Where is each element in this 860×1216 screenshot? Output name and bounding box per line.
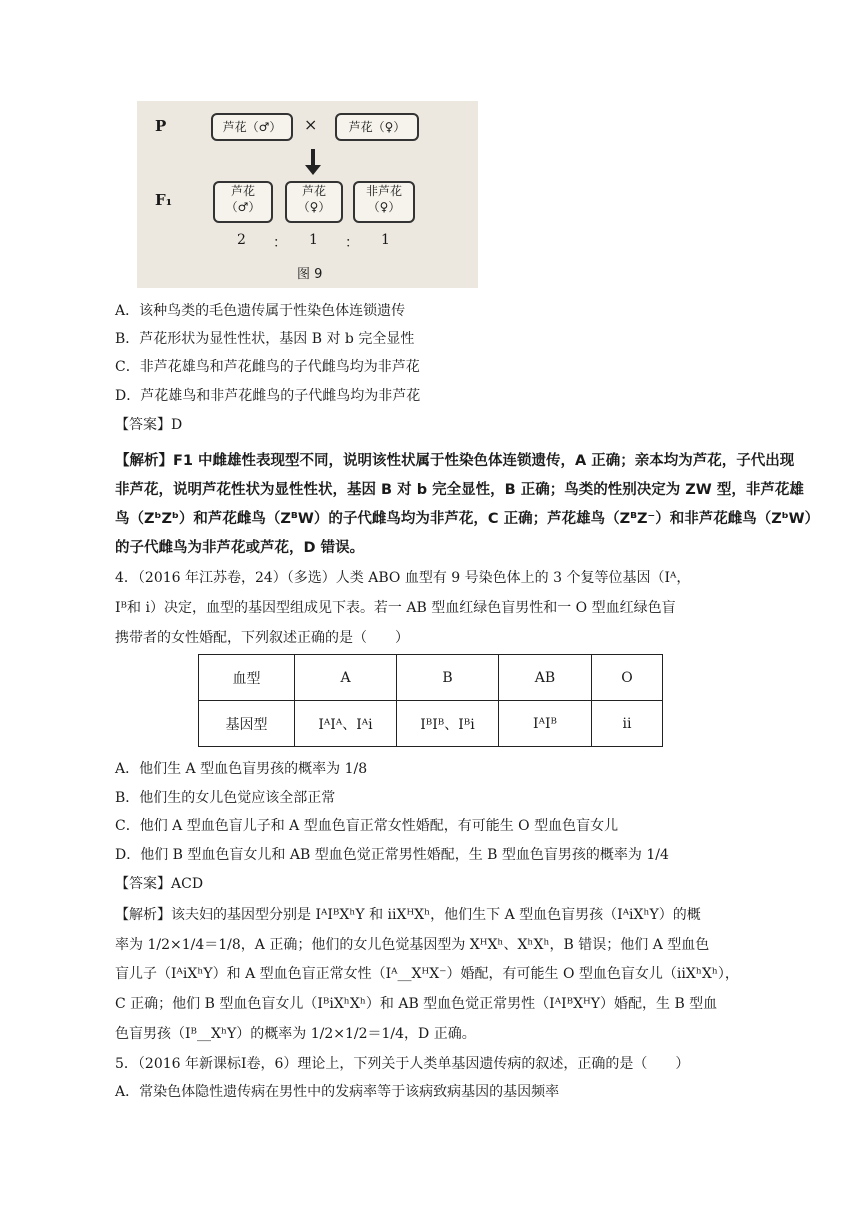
- q3-option-c: C．非芦花雄鸟和芦花雌鸟的子代雌鸟均为非芦花: [115, 359, 420, 375]
- cross-symbol: ×: [304, 115, 318, 134]
- f1-generation-label: F₁: [155, 191, 173, 209]
- table-cell: ii: [592, 701, 663, 747]
- q5-stem: 5．（2016 年新课标Ⅰ卷，6）理论上，下列关于人类单基因遗传病的叙述，正确的是（ ）: [115, 1056, 690, 1072]
- q4-option-c: C．他们 A 型血色盲儿子和 A 型血色盲正常女性婚配，有可能生 O 型血色盲女儿: [115, 818, 619, 834]
- parent-male-box: 芦花（♂）: [211, 113, 293, 141]
- ratio-value: 2: [237, 232, 246, 248]
- q4-option-a: A．他们生 A 型血色盲男孩的概率为 1/8: [115, 761, 368, 777]
- q4-analysis-line: 色盲男孩（Iᴮ__XʰY）的概率为 1/2×1/2＝1/4，D 正确。: [115, 1026, 476, 1042]
- f1-box-sex: （♀）: [297, 200, 331, 214]
- f1-box-male-barred: [213, 181, 273, 223]
- f1-box-name: 非芦花: [365, 184, 402, 198]
- f1-box-sex: （♂）: [225, 200, 261, 214]
- q3-option-d: D．芦花雄鸟和非芦花雌鸟的子代雌鸟均为非芦花: [115, 388, 421, 404]
- f1-box-female-nonbarred: [353, 181, 415, 223]
- table-row: [199, 655, 663, 701]
- q4-stem-line: Iᴮ和 i）决定，血型的基因型组成见下表。若一 AB 型血红绿色盲男性和一 O 型血红绿色盲: [115, 600, 676, 616]
- q4-analysis-line: C 正确；他们 B 型血色盲女儿（IᴮiXʰXʰ）和 AB 型血色觉正常男性（IᴬIᴮXᴴY）婚配，生 B 型血: [115, 996, 718, 1012]
- ratio-value: 1: [309, 232, 318, 248]
- figure-9-cross-diagram: [137, 101, 478, 288]
- ratio-value: 1: [381, 232, 390, 248]
- f1-box-female-barred: [285, 181, 343, 223]
- f1-box-name: 芦花: [230, 184, 255, 198]
- table-cell: O: [592, 655, 663, 701]
- q4-analysis-line: 率为 1/2×1/4＝1/8，A 正确；他们的女儿色觉基因型为 XᴴXʰ、XʰXʰ，B 错误；他们 A 型血色: [115, 937, 710, 953]
- table-cell: 血型: [199, 655, 295, 701]
- q3-answer: 【答案】D: [115, 417, 183, 433]
- f1-box-name: 芦花: [301, 184, 326, 198]
- table-row: [199, 701, 663, 747]
- table-cell: A: [295, 655, 397, 701]
- q3-analysis-line: 的子代雌鸟为非芦花或芦花，D 错误。: [115, 540, 365, 556]
- q5-option-a: A．常染色体隐性遗传病在男性中的发病率等于该病致病基因的基因频率: [115, 1084, 560, 1100]
- arrowhead-icon: [305, 165, 321, 175]
- q3-analysis-line: 【解析】F1 中雌雄性表现型不同，说明该性状属于性染色体连锁遗传，A 正确；亲本均为芦花，子代出现: [115, 453, 795, 469]
- q4-stem-line: 4．（2016 年江苏卷，24）（多选）人类 ABO 血型有 9 号染色体上的 3 个复等位基因（Iᴬ，: [115, 570, 691, 586]
- figure-caption: 图 9: [297, 267, 323, 282]
- f1-box-sex: （♀）: [367, 200, 401, 214]
- q4-analysis-line: 【解析】该夫妇的基因型分别是 IᴬIᴮXʰY 和 iiXᴴXʰ，他们生下 A 型血色盲男孩（IᴬiXʰY）的概: [115, 907, 701, 923]
- p-generation-label: P: [155, 117, 167, 135]
- ratio-colon: ：: [345, 235, 359, 251]
- q4-stem-line: 携带者的女性婚配，下列叙述正确的是（ ）: [115, 630, 409, 646]
- ratio-colon: ：: [273, 235, 287, 251]
- table-cell: IᴬIᴬ、Iᴬi: [295, 701, 397, 747]
- parent-female-box: 芦花（♀）: [335, 113, 419, 141]
- table-cell: AB: [499, 655, 592, 701]
- q3-analysis-line: 鸟（ZᵇZᵇ）和芦花雌鸟（ZᴮW）的子代雌鸟均为非芦花，C 正确；芦花雄鸟（ZᴮZ⁻）和非芦花雌鸟（ZᵇW）: [115, 511, 820, 527]
- q4-answer: 【答案】ACD: [115, 876, 204, 892]
- q4-option-d: D．他们 B 型血色盲女儿和 AB 型血色觉正常男性婚配，生 B 型血色盲男孩的概率为 1/4: [115, 847, 669, 863]
- q3-option-b: B．芦花形状为显性性状，基因 B 对 b 完全显性: [115, 331, 415, 347]
- q4-analysis-line: 盲儿子（IᴬiXʰY）和 A 型血色盲正常女性（Iᴬ__XᴴX⁻）婚配，有可能生 O 型血色盲女儿（iiXʰXʰ），: [115, 966, 739, 982]
- q3-option-a: A．该种鸟类的毛色遗传属于性染色体连锁遗传: [115, 303, 406, 319]
- table-cell: 基因型: [199, 701, 295, 747]
- table-cell: IᴬIᴮ: [499, 701, 592, 747]
- blood-type-table: [198, 654, 663, 747]
- table-cell: IᴮIᴮ、Iᴮi: [397, 701, 499, 747]
- q3-analysis-line: 非芦花，说明芦花性状为显性性状，基因 B 对 b 完全显性，B 正确；鸟类的性别决定为 ZW 型，非芦花雄: [115, 482, 804, 498]
- q4-option-b: B．他们生的女儿色觉应该全部正常: [115, 790, 336, 806]
- table-cell: B: [397, 655, 499, 701]
